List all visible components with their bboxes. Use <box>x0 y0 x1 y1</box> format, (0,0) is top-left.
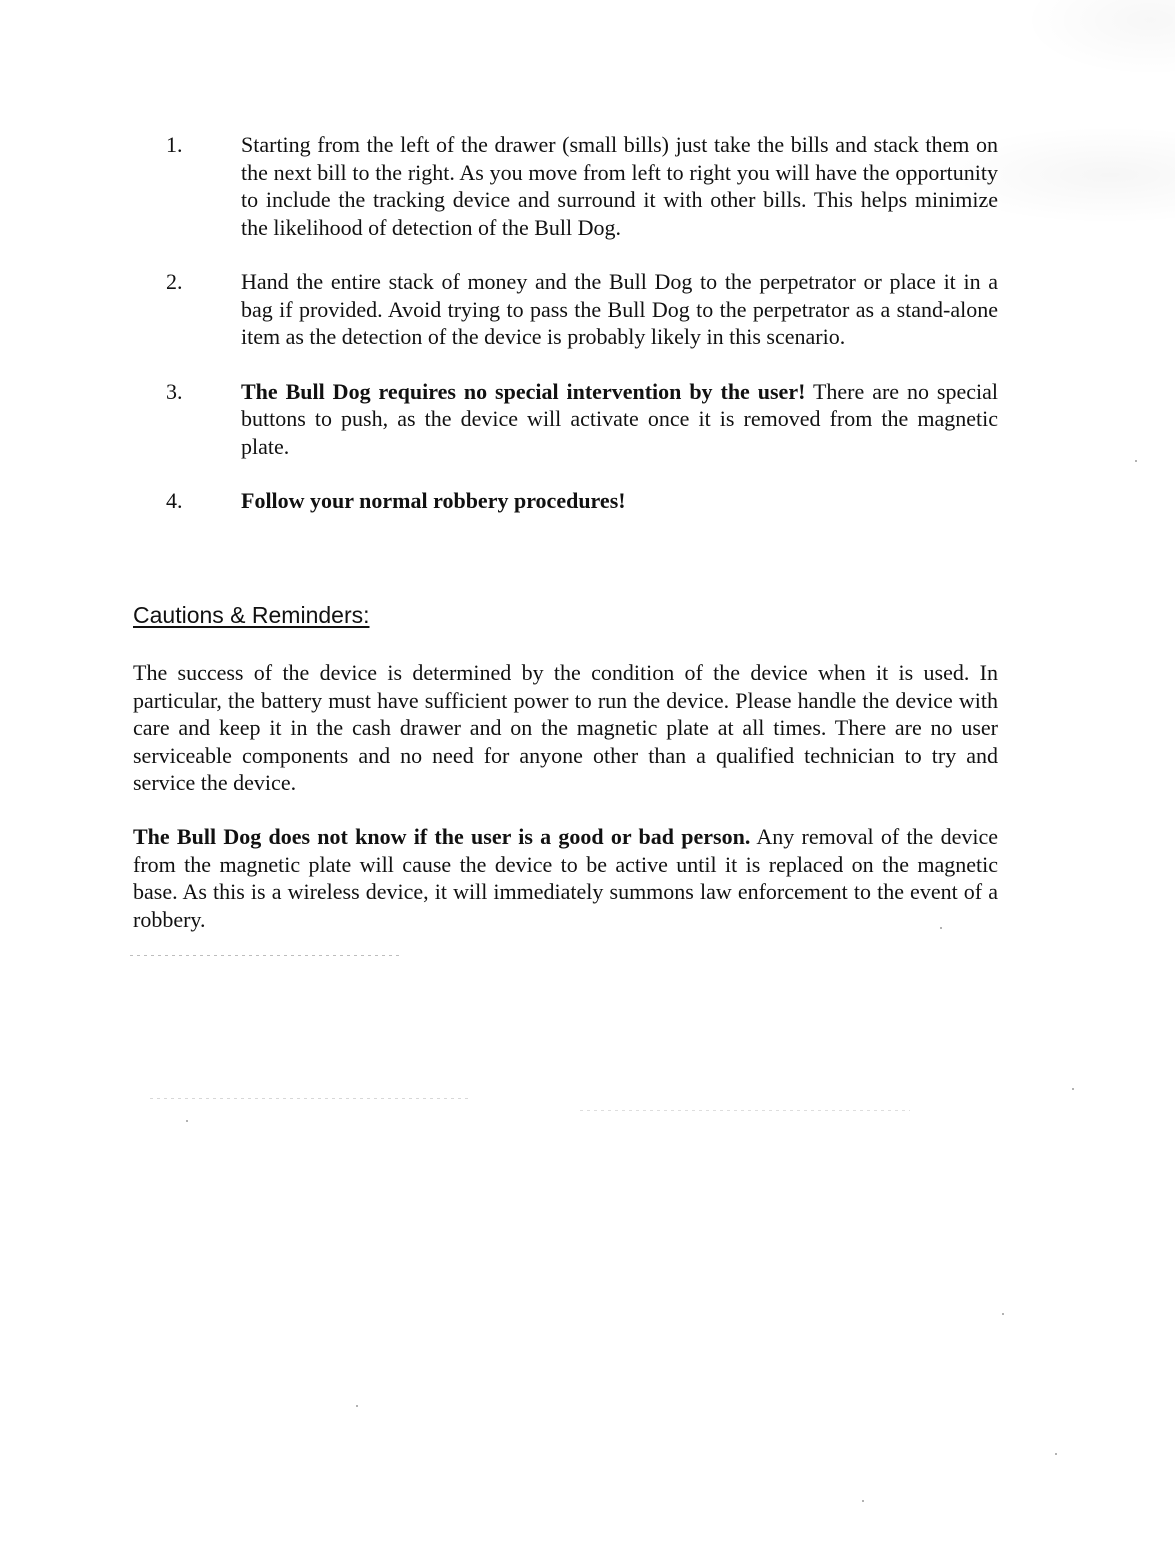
list-item <box>166 378 1000 461</box>
scan-speck <box>1055 1453 1057 1455</box>
step-text <box>241 378 998 461</box>
list-item <box>166 131 1000 241</box>
step-bold-text: Follow your normal robbery procedures! <box>241 488 626 513</box>
step-bold-text: The Bull Dog requires no special intervention by the user! <box>241 378 806 404</box>
scan-speck <box>940 927 942 929</box>
scan-speck <box>1002 1313 1004 1315</box>
step-text <box>241 268 998 351</box>
scan-speck <box>1135 460 1137 462</box>
step-number: 1. <box>166 132 183 157</box>
scan-noise-line <box>130 955 400 956</box>
scan-noise-line <box>580 1110 910 1111</box>
step-number: 3. <box>166 378 183 404</box>
scan-speck <box>356 1405 358 1407</box>
cautions-paragraph-1: The success of the device is determined by the condition of the device when it is used. In particular, the battery must have sufficient power to run the device. Please handle the device with care and keep it in the cash drawer and on the magnetic plate at all times. There are no user serviceable components and no need for anyone other than a qualified technician to try and service the device. <box>133 660 998 795</box>
instruction-list <box>166 131 1000 542</box>
scan-speck <box>186 1120 188 1122</box>
step-body-text: There are no special buttons to push, as the device will activate once it is removed from the magnetic plate. <box>241 378 998 459</box>
scan-speck <box>862 1500 864 1502</box>
step-text <box>241 487 998 515</box>
scan-noise-line <box>150 1098 470 1099</box>
step-number: 2. <box>166 269 183 294</box>
step-number: 4. <box>166 488 183 513</box>
cautions-paragraph-2-body: Any removal of the device from the magnetic plate will cause the device to be active until it is replaced on the magnetic base. As this is a wireless device, it will immediately summons law enforcement to the event of a robbery. <box>133 824 998 932</box>
step-body-text: Hand the entire stack of money and the Bull Dog to the perpetrator or place it in a bag if provided. Avoid trying to pass the Bull Dog to the perpetrator as a stand-alone item as the detection of the device is probably likely in this scenario. <box>241 269 998 349</box>
step-body-text: Starting from the left of the drawer (small bills) just take the bills and stack them on the next bill to the right. As you move from left to right you will have the opportunity to include the tracking device and surround it with other bills. This helps minimize the likelihood of detection of the Bull Dog. <box>241 132 998 240</box>
list-item <box>166 268 1000 351</box>
scan-speck <box>1072 1088 1074 1090</box>
cautions-heading: Cautions & Reminders: <box>133 602 370 628</box>
cautions-paragraph-2 <box>133 823 998 933</box>
cautions-paragraph-2-bold: The Bull Dog does not know if the user is a good or bad person. <box>133 824 751 849</box>
step-text <box>241 131 998 241</box>
list-item <box>166 487 1000 515</box>
